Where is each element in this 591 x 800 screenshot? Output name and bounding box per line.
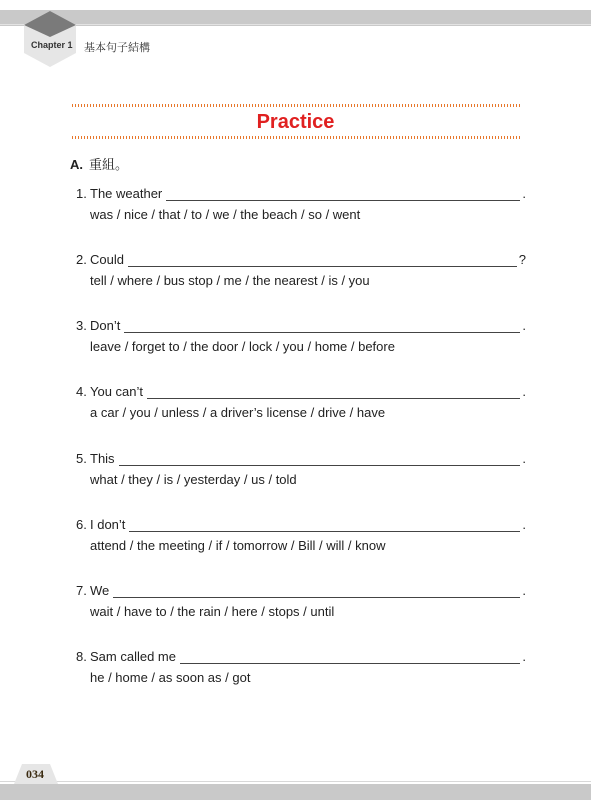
item-lead: This	[90, 451, 115, 466]
answer-blank[interactable]	[166, 189, 520, 201]
footer-band	[0, 784, 591, 800]
item-number: 3.	[76, 318, 87, 333]
item-number: 4.	[76, 384, 87, 399]
item-number: 2.	[76, 252, 87, 267]
word-bank: what / they / is / yesterday / us / told	[90, 472, 297, 487]
item-lead: I don’t	[90, 517, 126, 532]
chapter-label: Chapter 1	[31, 40, 73, 50]
word-bank: a car / you / unless / a driver’s license / drive / have	[90, 405, 386, 420]
item-end-punct: .	[522, 318, 526, 333]
exercise-item-1	[76, 185, 526, 222]
item-end-punct: ?	[518, 252, 526, 267]
word-bank: leave / forget to / the door / lock / you / home / before	[90, 339, 395, 354]
word-bank: attend / the meeting / if / tomorrow / Bill / will / know	[90, 538, 386, 553]
item-lead: Sam called me	[90, 649, 176, 664]
answer-blank[interactable]	[147, 387, 520, 399]
word-bank: wait / have to / the rain / here / stops / until	[90, 604, 335, 619]
answer-blank[interactable]	[124, 321, 520, 333]
section-letter: A.	[70, 157, 83, 172]
answer-blank[interactable]	[128, 255, 517, 267]
chapter-hexagon-icon	[22, 11, 78, 67]
item-end-punct: .	[522, 649, 526, 664]
item-lead: We	[90, 583, 110, 598]
practice-title: Practice	[256, 111, 335, 133]
item-lead: Don’t	[90, 318, 121, 333]
answer-blank[interactable]	[129, 520, 520, 532]
exercise-item-3	[76, 317, 526, 354]
footer-band-line	[0, 781, 591, 782]
item-number: 6.	[76, 517, 87, 532]
exercise-item-4	[76, 383, 526, 420]
item-lead: Could	[90, 252, 124, 267]
item-number: 5.	[76, 451, 87, 466]
word-bank: he / home / as soon as / got	[90, 670, 251, 685]
exercise-item-2	[76, 251, 526, 288]
section-heading	[70, 154, 128, 173]
word-bank: was / nice / that / to / we / the beach / so / went	[90, 207, 361, 222]
answer-blank[interactable]	[180, 652, 520, 664]
item-number: 1.	[76, 186, 87, 201]
item-lead: You can’t	[90, 384, 144, 399]
bottom-dotted-rule	[72, 136, 520, 139]
item-end-punct: .	[522, 583, 526, 598]
exercise-item-8	[76, 648, 526, 685]
exercise-item-6	[76, 516, 526, 553]
exercise-item-5	[76, 450, 526, 487]
top-dotted-rule	[72, 104, 520, 107]
item-lead: The weather	[90, 186, 163, 201]
chapter-title: 基本句子結構	[84, 42, 150, 54]
item-end-punct: .	[522, 517, 526, 532]
answer-blank[interactable]	[119, 454, 521, 466]
header-band-line	[0, 24, 591, 25]
word-bank: tell / where / bus stop / me / the nearest / is / you	[90, 273, 370, 288]
item-end-punct: .	[522, 186, 526, 201]
page-number: 034	[26, 767, 44, 781]
item-end-punct: .	[522, 384, 526, 399]
item-number: 8.	[76, 649, 87, 664]
answer-blank[interactable]	[113, 586, 520, 598]
exercise-item-7	[76, 582, 526, 619]
item-number: 7.	[76, 583, 87, 598]
item-end-punct: .	[522, 451, 526, 466]
section-instruction: 重組。	[89, 157, 129, 172]
